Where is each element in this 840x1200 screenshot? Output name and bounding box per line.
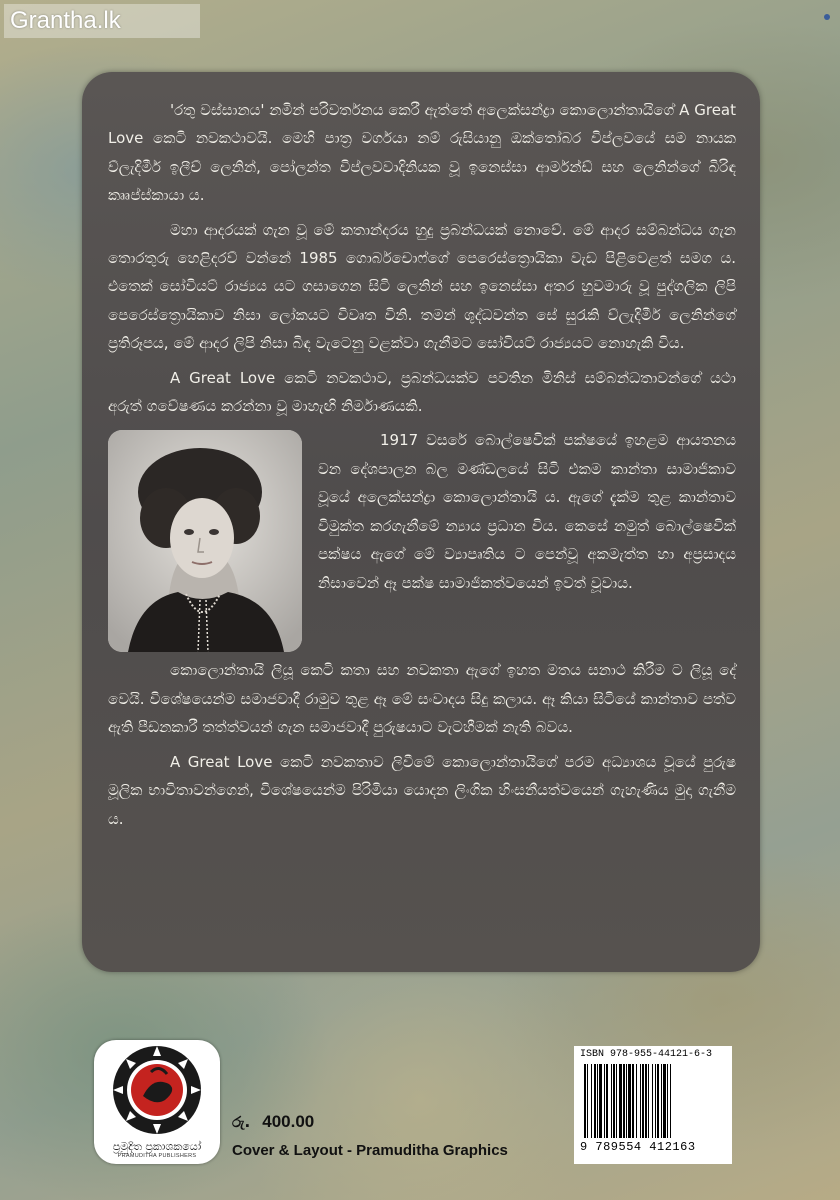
paragraph-summary: A Great Love කෙටි නවකථාව, ප්‍රබන්ධයක්ව පවතින මිනිස් සම්බන්ධතාවන්ගේ යථා අරුත් ගවේෂණය කරන්නා වූ මාහැඟි නිර්මාණයකි.: [108, 368, 736, 416]
publisher-logo: [94, 1040, 220, 1164]
price-currency: රු.: [232, 1113, 251, 1131]
author-photo: [108, 430, 302, 652]
barcode-bars-icon: [580, 1064, 726, 1140]
publisher-name: ප්‍රමුදිත ප්‍රකාශකයෝ: [112, 1140, 202, 1153]
corner-mark: [824, 14, 830, 20]
paragraph-works: කොලොන්තායි ලියූ කෙටි කතා සහ නවකතා ඇගේ ඉහත මතය සනාථ කිරීම ට ලියූ දේ වෙයි. විශේෂයෙන්ම සමාජවාදී රාමුව තුළ ඈ මේ සංවාදය සිදු කලාය. ඈ කියා සිටියේ කාන්තාව පත්ව ඇති පීඩනකාරී තත්ත්වයන් ගැන සමාජවාදී පුරුෂයාට වැටහීමක් නැති බවය.: [108, 661, 736, 737]
price-amount: 400.00: [262, 1112, 315, 1131]
paragraph-history: මහා ආදරයක් ගැන වූ මේ කතාන්දරය හුදු ප්‍රබන්ධයක් නොවේ. මේ ආදර සම්බන්ධය ගැන තොරතුරු හෙළිදරව් වන්නේ 1985 ගොර්බචොෆ්ගේ පෙරෙස්ත්‍රොයිකා වැඩ පිළිවෙළත් සමග ය. එතෙක් සෝවියට් රාජ්‍යය යට ගසාගෙන සිටි ලෙනින් සහ ඉනෙස්සා අතර හුවමාරු වූ පුද්ගලික ලිපි පෙරෙස්ත්‍රොයිකාව නිසා ලෝකයට විවෘත විනි. තමන් ශුද්ධවන්ත සේ සුරැකි ව්ලැදිමීර් ලෙනින්ගේ ප්‍රතිරූපය, මේ ආදර ලිපි නිසා බිඳ වැටෙනු වළක්වා ගැනීමට සෝවියට් රාජ්‍යයට නොහැකි විය.: [108, 220, 736, 353]
blurb-panel: [82, 72, 760, 972]
isbn-label: ISBN 978-955-44121-6-3: [580, 1049, 713, 1060]
cover-credit: Cover & Layout - Pramuditha Graphics: [232, 1142, 508, 1159]
publisher-name-english: PRAMUDITHA PUBLISHERS: [117, 1153, 197, 1159]
paragraph-purpose: A Great Love කෙටි නවකතාව ලිවීමේ කොලොන්තායිගේ පරම අධ්‍යාශය වූයේ පුරුෂ මූලික භාවිතාවන්ගෙන්, විශේෂයෙන්ම පිරිමියා යොදන ලිංගික හිංසනීයත්වයෙන් ගැහැණිය මුදා ගැනීම ය.: [108, 752, 736, 828]
publisher-emblem-icon: [94, 1040, 220, 1140]
isbn-barcode: [574, 1046, 732, 1164]
author-section: [108, 426, 736, 656]
paragraph-biography: 1917 වසරේ බොල්ෂෙවික් පක්ෂයේ ඉහළම ආයතනය වන දේශපාලන බල මණ්ඩලයේ සිටි එකම කාන්තා සාමාජිකාව වූයේ අලෙක්සන්ද්‍රා කොලොන්තායි ය. ඇගේ දැක්ම තුළ කාන්තාව විමුක්ත කරගැනීමේ න්‍යාය ප්‍රධාන විය. කෙසේ නමුත් බොල්ෂෙවික් පක්ෂය ඇගේ මේ ව්‍යාපෘතිය ට පෙන්වූ අකමැත්ත හා අප්‍රසාදය නිසාවෙන් ඈ පක්ෂ සාමාජිකත්වයෙන් ඉවත් වූවාය.: [318, 431, 736, 592]
barcode-number: 9 789554 412163: [580, 1140, 696, 1154]
paragraph-intro: 'රතු වස්සානය' නමින් පරිවර්තනය කෙරී ඇත්තේ අලෙක්සන්ද්‍රා කොලොන්තායිගේ A Great Love කෙටි නවකථාවයි. මෙහි පාත්‍ර වර්ගයා නම් රුසියානු ඔක්තෝබර විප්ලවයේ සම නායක ව්ලැදිමීර් ඉලීච් ලෙනින්, පෝලන්ත විප්ලවවාදිනියක වූ ඉනෙස්සා ආර්මන්ඩ් සහ ලෙනින්ගේ බිරිඳ කෲප්ස්කායා ය.: [108, 101, 736, 205]
site-watermark: Grantha.lk: [4, 4, 200, 38]
price: [232, 1112, 314, 1132]
